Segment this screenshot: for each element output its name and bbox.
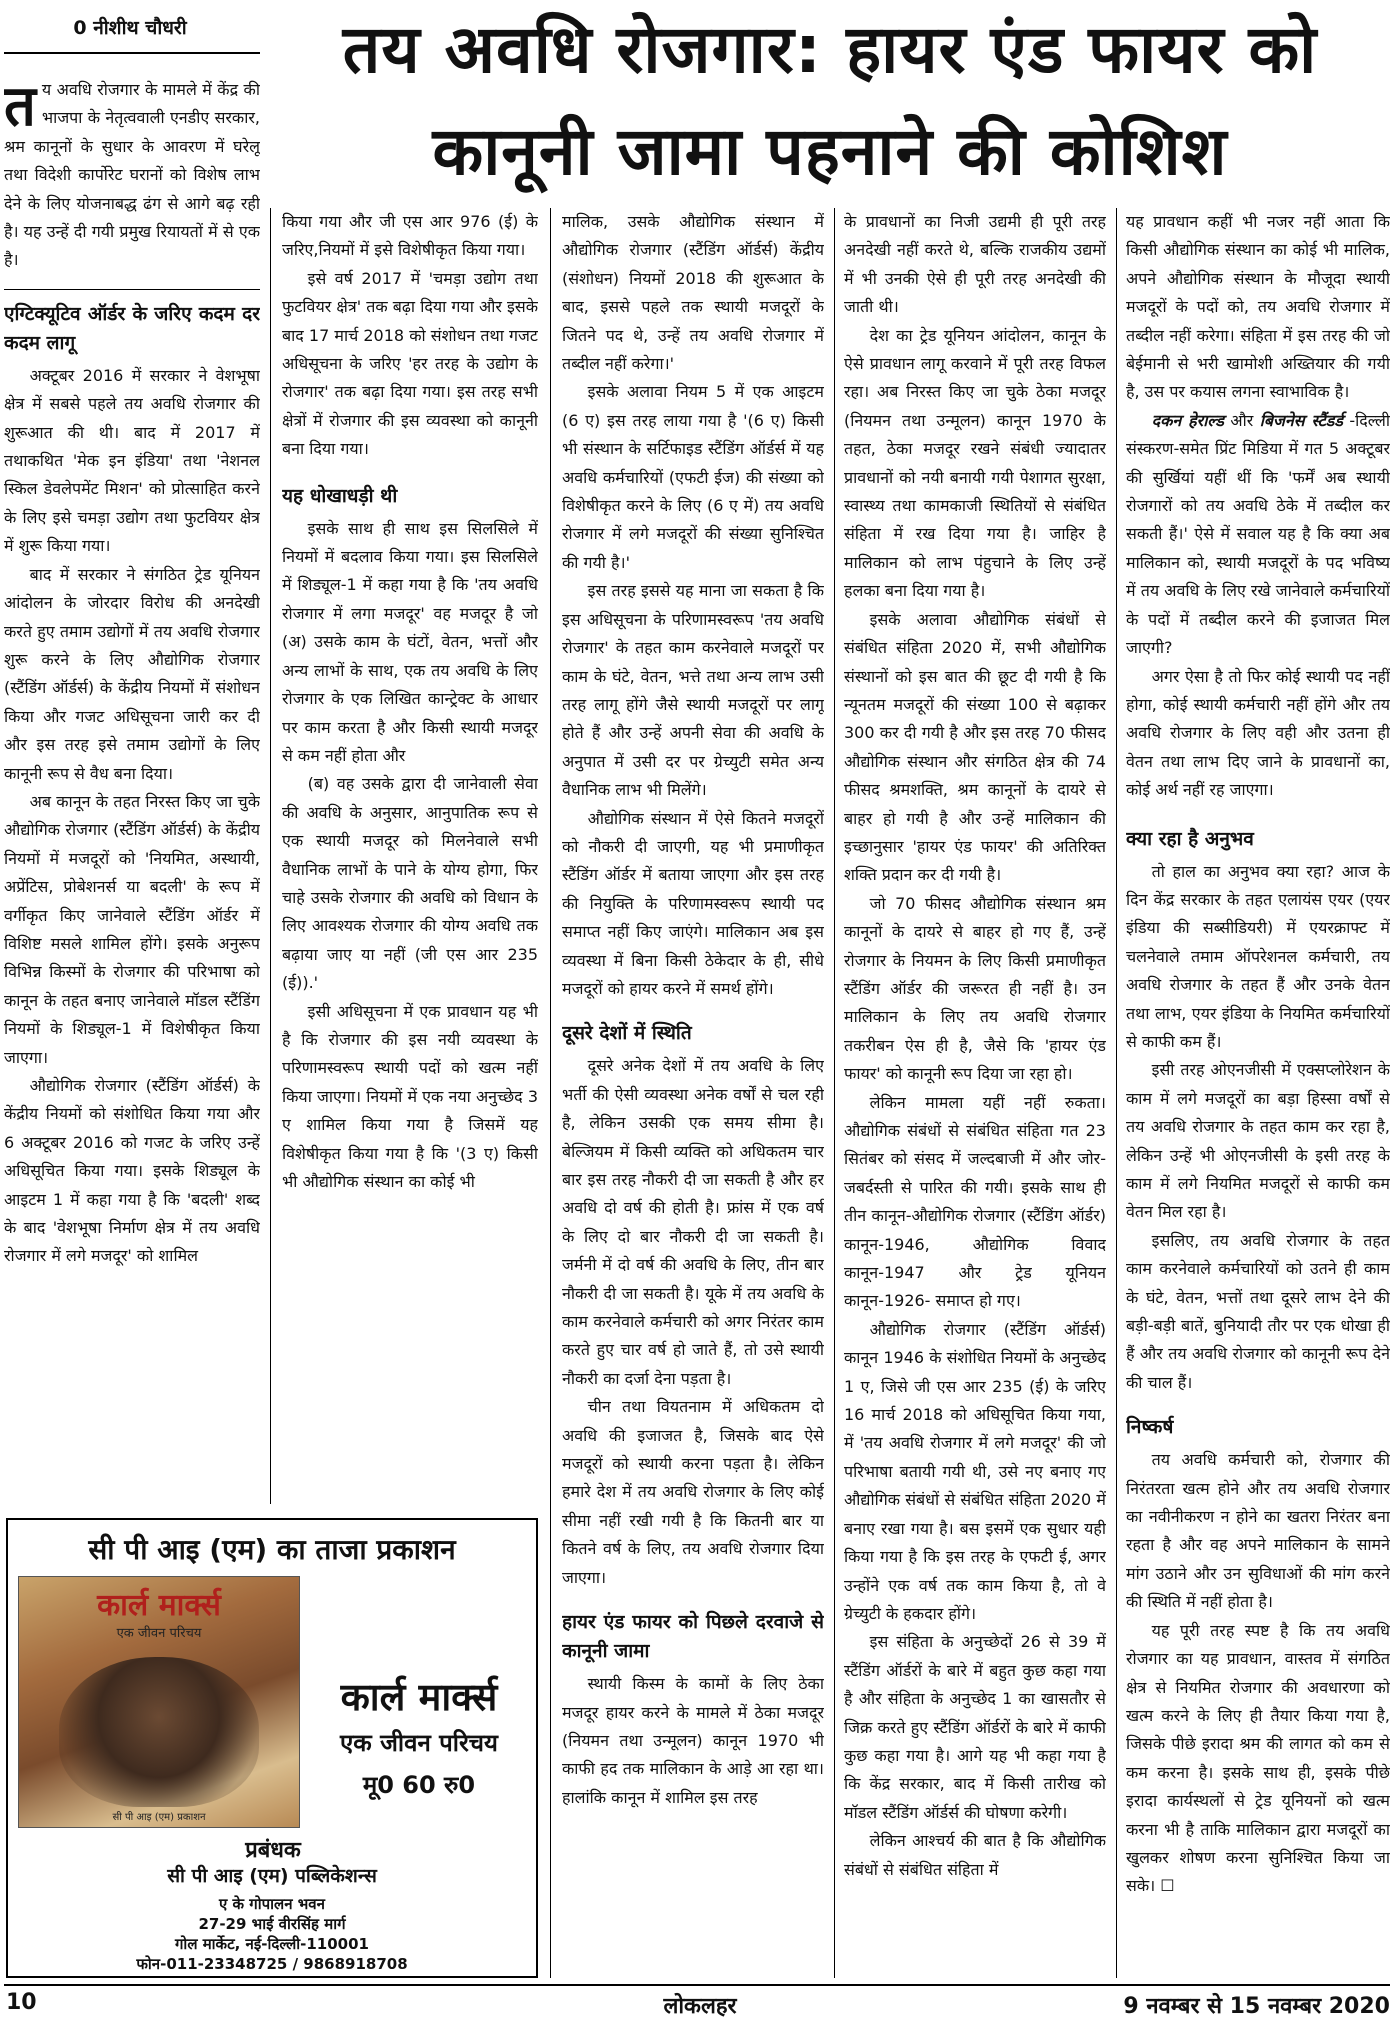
ad-contact-line: गोल मार्केट, नई-दिल्ली-110001 bbox=[174, 1935, 369, 1953]
footer-rule bbox=[4, 1984, 1390, 1986]
portrait-illustration bbox=[59, 1657, 259, 1807]
book-subtitle: एक जीवन परिचय bbox=[340, 1729, 498, 1757]
book-cover-footer: सी पी आइ (एम) प्रकाशन bbox=[112, 1812, 206, 1823]
paragraph: जो 70 फीसद औद्योगिक संस्थान श्रम कानूनों के दायरे से बाहर हो गए हैं, उन्हें रोजगार के नियमन के लिए किसी प्रमाणीकृत स्टैंडिंग ऑर्डर की जरूरत ही नहीं है। उन मालिकान के लिए तय अवधि रोजगार तकरीबन ऐस ही है, जैसे कि 'हायर एंड फायर' को कानूनी रूप दिया जा रहा हो। bbox=[844, 893, 1106, 1084]
paragraph: लेकिन मामला यहीं नहीं रुकता। औद्योगिक संबंधों से संबंधित संहिता गत 23 सितंबर को संसद में जल्दबाजी में और जोर-जबर्दस्ती से पारित की गयी। इसके साथ ही तीन कानून-औद्योगिक रोजगार (स्टैंडिंग ऑर्डर) कानून-1946, औद्योगिक विवाद कानून-1947 और ट्रेड यूनियन कानून-1926- समाप्त हो गए। bbox=[844, 1092, 1106, 1311]
paragraph: बाद में सरकार ने संगठित ट्रेड यूनियन आंदोलन के जोरदार विरोध की अनदेखी करते हुए तमाम उद्योगों में तय अवधि रोजगार शुरू करने के लिए औद्योगिक रोजगार (स्टैंडिंग ऑर्डर्स) के केंद्रीय नियमों में संशोधन किया और गजट अधिसूचना जारी कर दी और इस तरह इसे तमाम उद्योगों के लिए कानूनी रूप से वैध बना दिया। bbox=[4, 564, 260, 783]
paragraph: औद्योगिक रोजगार (स्टैंडिंग ऑर्डर्स) के केंद्रीय नियमों को संशोधित किया गया और 6 अक्टूबर 2016 को गजट के जरिए उन्हें अधिसूचित किया गया। इसके शिड्यूल के आइटम 1 में कहा गया है कि 'बदली' शब्द के बाद 'वेशभूषा निर्माण क्षेत्र में तय अवधि रोजगार में लगे मजदूर' को शामिल bbox=[4, 1076, 260, 1266]
ad-contact-line: ए के गोपालन भवन bbox=[219, 1895, 325, 1913]
paragraph: अब कानून के तहत निरस्त किए जा चुके औद्योगिक रोजगार (स्टैंडिंग ऑर्डर्स) के केंद्रीय नियमों में मजदूरों को 'नियमित, अस्थायी, अप्रेंटिस, प्रोबेशनर्स या बदली' के रूप में वर्गीकृत किए जानेवाले स्टैंडिंग ऑर्डर में विशिष्ट मसले शामिल होंगे। इसके अनुरूप विभिन्न किस्मों के रोजगार की परिभाषा को कानून के तहत बनाए जानेवाले मॉडल स्टैंडिंग नियमों के शिड्यूल-1 में विशेषीकृत किया जाएगा। bbox=[4, 791, 260, 1067]
publication-name: लोकलहर bbox=[663, 1994, 737, 2019]
paragraph: लेकिन आश्चर्य की बात है कि औद्योगिक संबंधों से संबंधित संहिता में bbox=[844, 1831, 1106, 1879]
emphasis-deccan-herald: दकन हेराल्ड bbox=[1151, 410, 1224, 430]
issue-date: 9 नवम्बर से 15 नवम्बर 2020 bbox=[1123, 1994, 1390, 2019]
paragraph: इस संहिता के अनुच्छेदों 26 से 39 में स्टैंडिंग ऑर्डरों के बारे में बहुत कुछ कहा गया है और संहिता के अनुच्छेद 1 का खासतौर से जिक्र करते हुए स्टैंडिंग ऑर्डरों के बारे में काफी कुछ कहा गया है। आगे यह भी कहा गया है कि केंद्र सरकार, बाद में किसी तारीख को मॉडल स्टैंडिंग ऑर्डर्स की घोषणा करेगी। bbox=[844, 1632, 1106, 1822]
paragraph: इसलिए, तय अवधि रोजगार के तहत काम करनेवाले कर्मचारियों को उतने ही काम के घंटे, वेतन, भत्तों तथा दूसरे लाभ देने की बड़ी-बड़ी बातें, बुनियादी तौर पर एक धोखा ही हैं और तय अवधि रोजगार को कानूनी रूप देने की चाल हैं। bbox=[1126, 1230, 1390, 1392]
byline: 0 नीशीथ चौधरी bbox=[73, 17, 187, 39]
column-3 bbox=[562, 208, 824, 1978]
section-heading: क्या रहा है अनुभव bbox=[1126, 827, 1254, 850]
ad-title: सी पी आइ (एम) का ताजा प्रकाशन bbox=[88, 1533, 456, 1566]
paragraph: तो हाल का अनुभव क्या रहा? आज के दिन केंद्र सरकार के तहत एलायंस एयर (एयर इंडिया की सब्सीडियरी) में एयरक्राफ्ट में चलनेवाले तमाम ऑपरेशनल कर्मचारी, तय अवधि रोजगार के तहत हैं और उनके वेतन तथा लाभ, एयर इंडिया के नियमित कर्मचारियों से काफी कम हैं। bbox=[1126, 861, 1390, 1051]
column-rule bbox=[270, 208, 271, 1504]
intro-rule bbox=[4, 289, 260, 290]
paragraph: इस तरह इससे यह माना जा सकता है कि इस अधिसूचना के परिणामस्वरूप 'तय अवधि रोजगार' के तहत काम करनेवाले मजदूरों पर काम के घंटे, वेतन, भत्ते तथा अन्य लाभ उसी तरह लागू होंगे जैसे स्थायी मजदूरों पर लागू होते हैं और उन्हें अपनी सेवा की अवधि के अनुपात में उसी दर पर ग्रेच्युटी समेत अन्य वैधानिक लाभ भी मिलेंगे। bbox=[562, 581, 824, 800]
book-title: कार्ल मार्क्स bbox=[340, 1675, 498, 1719]
headline-line-2: कानूनी जामा पहनाने की कोशिश bbox=[432, 113, 1228, 190]
intro-paragraph: तय अवधि रोजगार के मामले में केंद्र की भाजपा के नेतृत्ववाली एनडीए सरकार, श्रम कानूनों के सुधार के आवरण में घरेलू तथा विदेशी कार्पोरेट घरानों को विशेष लाभ देने के लिए योजनाबद्ध ढंग से आगे बढ़ रही है। यह उन्हें दी गयी प्रमुख रियायतों में से एक है। bbox=[4, 76, 260, 270]
paragraph: दूसरे अनेक देशों में तय अवधि के लिए भर्ती की ऐसी व्यवस्था अनेक वर्षों से चल रही है, लेकिन उसकी एक समय सीमा है। बेल्जियम में किसी व्यक्ति को अधिकतम चार बार इस तरह नौकरी दी जा सकती है और हर अवधि दो वर्ष की होती है। फ्रांस में एक वर्ष के लिए दो बार नौकरी दी जा सकती है। जर्मनी में दो वर्ष की अवधि के लिए, तीन बार नौकरी दी जा सकती है। यूके में तय अवधि के काम करनेवाले कर्मचारी को अगर निरंतर काम करते हुए चार वर्ष हो जाते हैं, तो उसे स्थायी नौकरी का दर्जा देना पड़ता है। bbox=[562, 1056, 824, 1388]
section-heading: हायर एंड फायर को पिछले दरवाजे से कानूनी जामा bbox=[562, 1611, 824, 1663]
column-rule bbox=[834, 208, 835, 1978]
paragraph: देश का ट्रेड यूनियन आंदोलन, कानून के ऐसे प्रावधान लागू करवाने में पूरी तरह विफल रहा। अब निरस्त किए जा चुके ठेका मजदूर (नियमन तथा उन्मूलन) कानून 1970 के तहत, ठेका मजदूर रखने संबंधी ज्यादातर प्रावधानों को नयी बनायी गयी पेशागत सुरक्षा, स्वास्थ्य तथा कामकाजी स्थितियों से संबंधित संहिता में रख दिया गया है। जाहिर है मालिकान को लाभ पंहुचाने के लिए उन्हें हलका बना दिया गया है। bbox=[844, 325, 1106, 601]
paragraph: (ब) वह उसके द्वारा दी जानेवाली सेवा की अवधि के अनुसार, आनुपातिक रूप से एक स्थायी मजदूर को मिलनेवाले सभी वैधानिक लाभों के पाने के योग्य होगा, फिर चाहे उसके रोजगार की अवधि को विधान के लिए आवश्यक रोजगार की योग्य अवधि तक बढ़ाया जाए या नहीं (जी एस आर 235 (ई)).' bbox=[282, 774, 538, 993]
paragraph: तय अवधि कर्मचारी को, रोजगार की निरंतरता खत्म होने और तय अवधि रोजगार का नवीनीकरण न होने का खतरा निरंतर बना रहता है और वह अपने मालिकान के सामने मांग उठाने और उन सुविधाओं की मांग करने की स्थिति में नहीं होता है। bbox=[1126, 1450, 1390, 1612]
manager-label: प्रबंधक bbox=[245, 1838, 301, 1863]
page-number: 10 bbox=[6, 1990, 37, 2015]
paragraph: इसी अधिसूचना में एक प्रावधान यह भी है कि रोजगार की इस नयी व्यवस्था के परिणामस्वरूप स्थायी पदों को खत्म नहीं किया जाएगा। नियमों में एक नया अनुच्छेद 3 ए शामिल किया गया है जिसमें यह विशेषीकृत किया गया है कि '(3 ए) किसी भी औद्योगिक संस्थान का कोई भी bbox=[282, 1001, 538, 1191]
book-cover-title: कार्ल मार्क्स bbox=[97, 1588, 221, 1623]
paragraph: दकन हेराल्ड और बिजनेस स्टैंडर्ड -दिल्ली संस्करण-समेत प्रिंट मिडिया में गत 5 अक्टूबर की सुर्खियां यहीं थीं कि 'फर्में अब स्थायी रोजगारों को तय अवधि ठेके में तब्दील कर सकती हैं।' ऐसे में सवाल यह है कि क्या अब मालिकान को, स्थायी मजदूरों के पद भविष्य में तय अवधि के लिए रखे जानेवाले कर्मचारियों के पदों में तब्दील करने की इजाजत मिल जाएगी? bbox=[1126, 410, 1390, 658]
section-heading: दूसरे देशों में स्थिति bbox=[562, 1022, 692, 1045]
paragraph: इसके साथ ही साथ इस सिलसिले में नियमों में बदलाव किया गया। इस सिलसिले में शिड्यूल-1 में कहा गया है कि 'तय अवधि रोजगार में लगा मजदूर' वह मजदूर है जो (अ) उसके काम के घंटों, वेतन, भत्तों और अन्य लाभों के साथ, एक तय अवधि के लिए रोजगार के एक लिखित कान्ट्रेक्ट के आधार पर काम करता है और किसी स्थायी मजदूर से कम नहीं होता और bbox=[282, 518, 538, 765]
book-cover-image bbox=[18, 1576, 300, 1828]
end-mark-icon: ☐ bbox=[1160, 1876, 1175, 1896]
paragraph: इसके अलावा औद्योगिक संबंधों से संबंधित संहिता 2020 में, सभी औद्योगिक संस्थानों को इस बात की छूट दी गयी है कि न्यूनतम मजदूरों की संख्या 100 से बढ़ाकर 300 कर दी गयी है और इस तरह 70 फीसद औद्योगिक संस्थान और संगठित क्षेत्र की 74 फीसद श्रमशक्ति, श्रम कानूनों के दायरे से बाहर हो गयी है और उन्हें मालिकान की इच्छानुसार 'हायर एंड फायर' की अतिरिक्त शक्ति प्रदान कर दी गयी है। bbox=[844, 609, 1106, 885]
column-1 bbox=[4, 76, 260, 1506]
paragraph: औद्योगिक संस्थान में ऐसे कितने मजदूरों को नौकरी दी जाएगी, यह भी प्रमाणीकृत स्टैंडिंग ऑर्डर में बताया जाएगा और इस तरह की नियुक्ति के परिणामस्वरूप स्थायी पद समाप्त नहीं किए जाएंगे। मालिकान अब इस व्यवस्था में बिना किसी ठेकेदार के ही, सीधे मजदूरों को हायर करने में समर्थ होंगे। bbox=[562, 808, 824, 998]
column-rule bbox=[1116, 208, 1117, 1978]
section-heading: निष्कर्ष bbox=[1126, 1416, 1174, 1439]
paragraph: इसके अलावा नियम 5 में एक आइटम (6 ए) इस तरह लाया गया है '(6 ए) किसी भी संस्थान के सर्टिफाइड स्टैंडिंग ऑर्डर्स में यह अवधि कर्मचारियों (एफटी ईज) की संख्या को विशेषीकृत करने के लिए (6 ए में) तय अवधि रोजगार में लगे मजदूरों की संख्या सुनिश्चित की गयी है।' bbox=[562, 382, 824, 572]
paragraph: इसी तरह ओएनजीसी में एक्सप्लोरेशन के काम में लगे मजदूरों का बड़ा हिस्सा वर्षों से तय अवधि रोजगार के तहत काम कर रहा है, लेकिन उन्हें भी ओएनजीसी के इसी तरह के काम में लगे नियमित मजदूरों से काफी कम वेतन मिल रहा है। bbox=[1126, 1060, 1390, 1222]
byline-rule bbox=[4, 52, 260, 54]
paragraph: के प्रावधानों का निजी उद्यमी ही पूरी तरह अनदेखी नहीं करते थे, बल्कि राजकीय उद्यमों में भी उनकी ऐसे ही पूरी तरह अनदेखी की जाती थी। bbox=[844, 212, 1106, 317]
paragraph: मालिक, उसके औद्योगिक संस्थान में औद्योगिक रोजगार (स्टैंडिंग ऑर्डर्स) केंद्रीय (संशोधन) नियमों 2018 की शुरूआत के बाद, इससे पहले तक स्थायी मजदूरों के जितने पद थे, उन्हें तय अवधि रोजगार में तब्दील नहीं करेगा।' bbox=[562, 212, 824, 374]
paragraph: यह पूरी तरह स्पष्ट है कि तय अवधि रोजगार का यह प्रावधान, वास्तव में संगठित क्षेत्र से नियमित रोजगार की अवधारणा को खत्म करने के लिए ही तैयार किया गया है, जिसके पीछे इरादा श्रम की लागत को कम से कम करना है। इसके साथ ही, इसके पीछे इरादा कार्यस्थलों से ट्रेड यूनियनों को खत्म करना भी है ताकि मालिकान द्वारा मजदूरों का खुलकर शोषण करना सुनिश्चित किया जा सके। ☐ bbox=[1126, 1620, 1390, 1896]
book-price: मू0 60 रु0 bbox=[362, 1771, 476, 1799]
book-cover-subtitle: एक जीवन परिचय bbox=[116, 1626, 202, 1641]
emphasis-business-standard: बिजनेस स्टैंडर्ड bbox=[1259, 410, 1343, 430]
publisher-name: सी पी आइ (एम) पब्लिकेशन्स bbox=[167, 1865, 377, 1887]
paragraph: स्थायी किस्म के कामों के लिए ठेका मजदूर हायर करने के मामले में ठेका मजदूर (नियमन तथा उन्मूलन) कानून 1970 भी काफी हद तक मालिकान के आड़े आ रहा था। हालांकि कानून में शामिल इस तरह bbox=[562, 1674, 824, 1807]
column-4 bbox=[844, 208, 1106, 1978]
headline bbox=[270, 4, 1390, 198]
column-rule bbox=[550, 208, 551, 1978]
ad-contact-line: फोन-011-23348725 / 9868918708 bbox=[136, 1955, 408, 1973]
ad-contact-line: 27-29 भाई वीरसिंह मार्ग bbox=[198, 1915, 346, 1933]
section-heading: एग्टिक्यूटिव ऑर्डर के जरिए कदम दर कदम लागू bbox=[4, 302, 260, 354]
column-2 bbox=[282, 208, 538, 1508]
paragraph: अक्टूबर 2016 में सरकार ने वेशभूषा क्षेत्र में सबसे पहले तय अवधि रोजगार की शुरूआत की थी। बाद में 2017 में तथाकथित 'मेक इन इंडिया' तथा 'नेशनल स्किल डेवलेपमेंट मिशन' को प्रोत्साहित करने के लिए इसे चमड़ा उद्योग तथा फुटवियर क्षेत्र में शुरू किया गया। bbox=[4, 365, 260, 556]
advertisement bbox=[6, 1518, 538, 1978]
drop-cap: त bbox=[4, 76, 36, 139]
paragraph: अगर ऐसा है तो फिर कोई स्थायी पद नहीं होगा, कोई स्थायी कर्मचारी नहीं होंगे और तय अवधि रोजगार के लिए वही और उतना ही वेतन तथा लाभ दिए जाने के प्रावधानों का, कोई अर्थ नहीं रह जाएगा। bbox=[1126, 666, 1390, 800]
section-heading: यह धोखाधड़ी थी bbox=[282, 484, 398, 507]
paragraph: इसे वर्ष 2017 में 'चमड़ा उद्योग तथा फुटवियर क्षेत्र' तक बढ़ा दिया गया और इसके बाद 17 मार्च 2018 को संशोधन तथा गजट अधिसूचना के जरिए 'हर तरह के उद्योग के रोजगार' तक बढ़ा दिया गया। इस तरह सभी क्षेत्रों में रोजगार की इस व्यवस्था को कानूनी बना दिया गया। bbox=[282, 268, 538, 459]
headline-line-1: तय अवधि रोजगार: हायर एंड फायर को bbox=[342, 11, 1318, 88]
paragraph: किया गया और जी एस आर 976 (ई) के जरिए,नियमों में इसे विशेषीकृत किया गया। bbox=[282, 212, 538, 260]
paragraph: चीन तथा वियतनाम में अधिकतम दो अवधि की इजाजत है, जिसके बाद ऐसे मजदूरों को स्थायी करना पड़ता है। लेकिन हमारे देश में तय अवधि रोजगार के लिए कोई सीमा नहीं रखी गयी है कि कितनी बार या कितने वर्ष के लिए, तय अवधि रोजगार दिया जाएगा। bbox=[562, 1397, 824, 1587]
paragraph: यह प्रावधान कहीं भी नजर नहीं आता कि किसी औद्योगिक संस्थान का कोई भी मालिक, अपने औद्योगिक संस्थान के मौजूदा स्थायी मजदूरों के पदों को, तय अवधि रोजगार में तब्दील नहीं करेगा। संहिता में इस तरह की जो बेईमानी से भरी खामोशी अख्तियार की गयी है, उस पर कयास लगना स्वाभाविक है। bbox=[1126, 212, 1390, 402]
column-5 bbox=[1126, 208, 1390, 1978]
paragraph: औद्योगिक रोजगार (स्टैंडिंग ऑर्डर्स) कानून 1946 के संशोधित नियमों के अनुच्छेद 1 ए, जिसे जी एस आर 235 (ई) के जरिए 16 मार्च 2018 को अधिसूचित किया गया, में 'तय अवधि रोजगार में लगे मजदूर' की जो परिभाषा बतायी गयी थी, उसे नए बनाए गए औद्योगिक संबंधों से संबंधित संहिता 2020 में बनाए रखा गया है। बस इसमें एक सुधार यही किया गया है कि इस तरह के एफटी ई, अगर उन्होंने एक वर्ष तक काम किया है, तो वे ग्रेच्युटी के हकदार होंगे। bbox=[844, 1319, 1106, 1623]
